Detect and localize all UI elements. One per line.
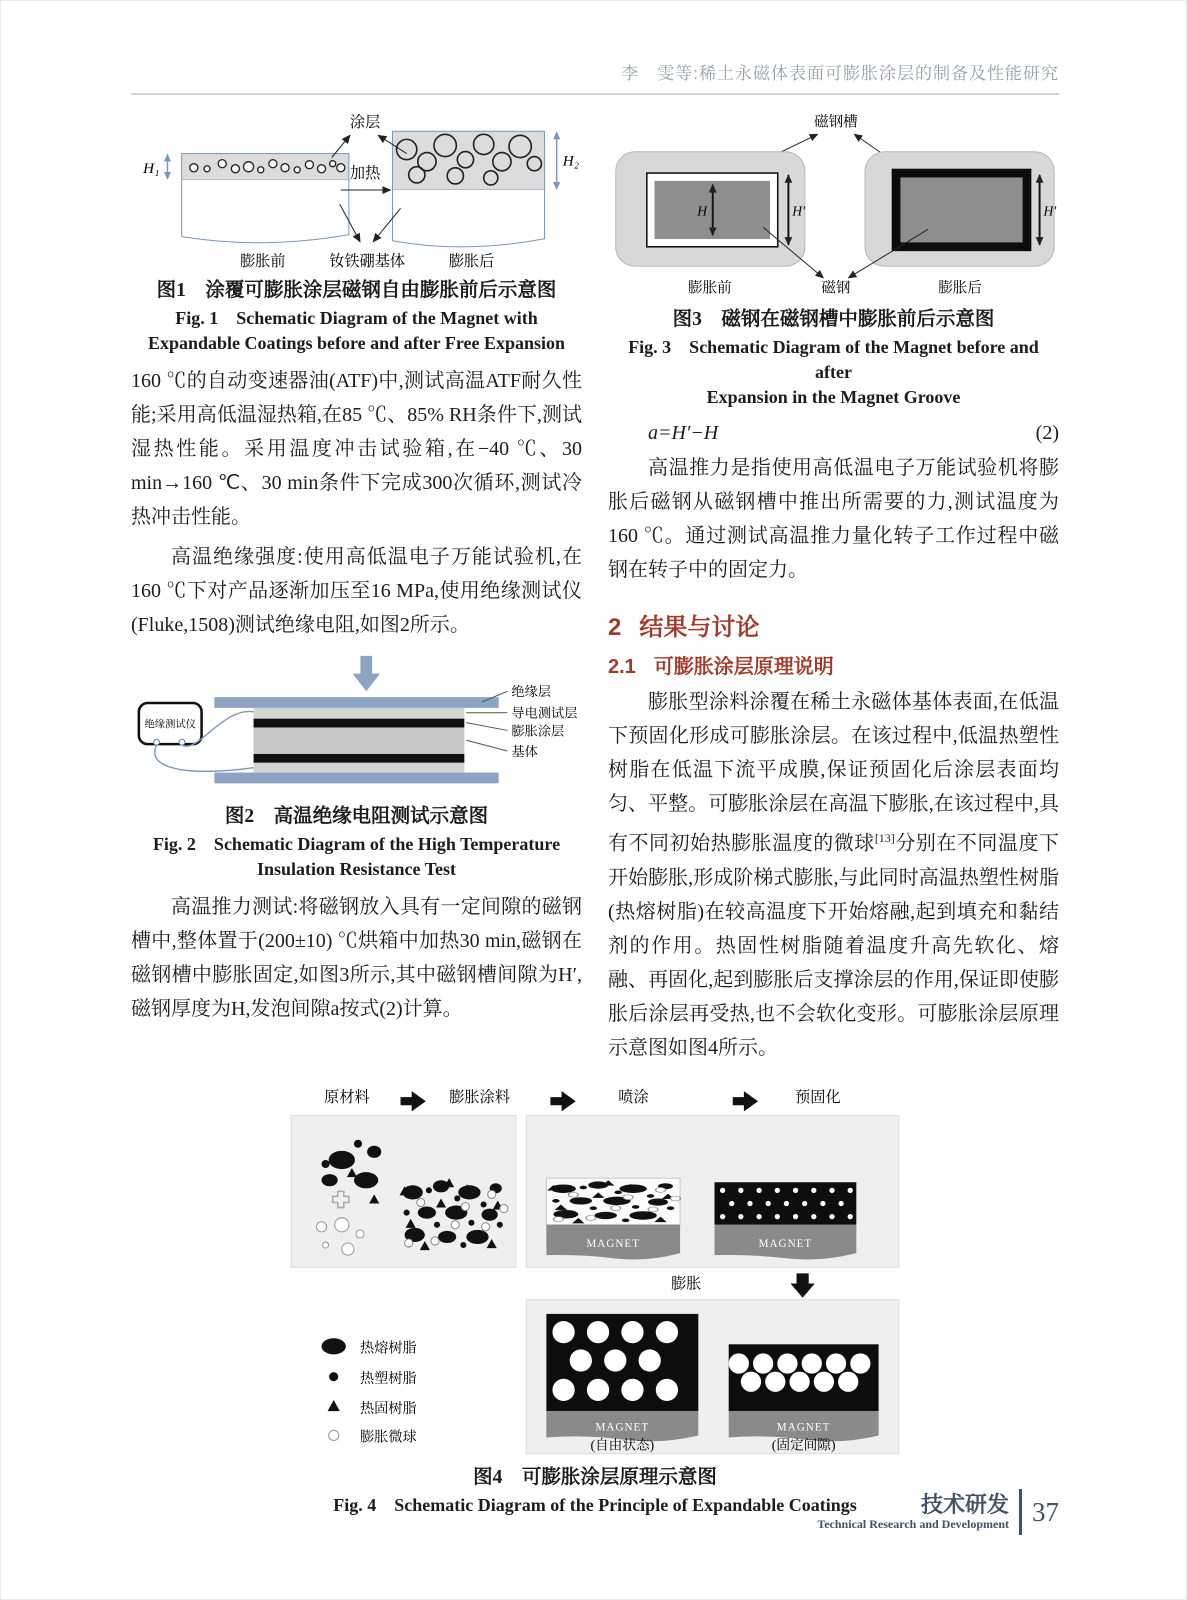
figure1-before-label: 膨胀前 (239, 253, 286, 271)
figure4-block (281, 1085, 909, 1518)
legend-item: 热固树脂 (360, 1400, 417, 1417)
figure2-caption-en-line2: Insulation Resistance Test (256, 859, 457, 880)
microsphere-icon (329, 1430, 339, 1440)
paragraph-text: 膨胀型涂料涂覆在稀土永磁体基体表面,在低温下预固化形成可膨胀涂层。在该过程中,低温热塑性树脂在低温下流平成膜,保证预固化后涂层表面均匀、平整。可膨胀涂层在高温下膨胀,在该过程中,具有不同初始热膨胀温度的微球 (608, 691, 1059, 855)
figure3-groove-label: 磁钢槽 (814, 114, 858, 131)
footer-section-en: Technical Research and Development (817, 1516, 1009, 1531)
equation-number: (2) (1035, 422, 1059, 445)
section-heading-2 (608, 607, 1059, 642)
figure1-caption-zh: 图1 涂覆可膨胀涂层磁钢自由膨胀前后示意图 (156, 280, 557, 302)
paragraph: 160 ℃的自动变速器油(ATF)中,测试高温ATF耐久性能;采用高低温湿热箱,在85 ℃、85% RH条件下,测试湿热性能。采用温度冲击试验箱,在−40 ℃、30 min→160 ℃、30 min条件下完成300次循环,测试冷热冲击性能。 (131, 370, 582, 529)
magnet-label: MAGNET (595, 1421, 650, 1434)
figure1-h2-label: H₂ (562, 152, 579, 170)
figure1-caption-en-line2: Expandable Coatings before and after Free Expansion (147, 333, 566, 354)
right-column (608, 111, 1059, 1071)
content-area (1, 1, 1186, 1518)
figure4-caption-en: Fig. 4 Schematic Diagram of the Principle of Expandable Coatings (333, 1494, 857, 1515)
fixed-gap-magnet (729, 1344, 879, 1441)
figure2-base-label: 基体 (511, 744, 538, 760)
legend-item: 热熔树脂 (360, 1340, 417, 1357)
flow-arrow-icon (401, 1091, 426, 1111)
figure3-before-label: 膨胀前 (688, 280, 732, 297)
figure1-after-label: 膨胀后 (448, 253, 495, 271)
figure3-caption-en-line2: Expansion in the Magnet Groove (706, 387, 961, 408)
figure1-diagram (131, 111, 582, 271)
paragraph (608, 685, 1059, 1065)
figure1-caption-en-line1: Fig. 1 Schematic Diagram of the Magnet with (175, 308, 538, 329)
precured-magnet (715, 1182, 857, 1259)
paragraph: 高温推力是指使用高低温电子万能试验机将膨胀后磁钢从磁钢槽中推出所需要的力,测试温度为160 ℃。通过测试高温推力量化转子工作过程中磁钢在转子中的固定力。 (608, 457, 1059, 582)
figure4-diagram (281, 1085, 909, 1458)
figure4-legend (322, 1338, 417, 1445)
figure2-caption-en-line1: Fig. 2 Schematic Diagram of the High Temperature (152, 834, 561, 855)
press-arrow-icon (353, 656, 380, 691)
flow-step-raw: 原材料 (324, 1089, 370, 1106)
paragraph: 高温推力测试:将磁钢放入具有一定间隙的磁钢槽中,整体置于(200±10) ℃烘箱中加热30 min,磁钢在磁钢槽中膨胀固定,如图3所示,其中磁钢槽间隙为H′,磁钢厚度为H,发泡间隙a按式(2)计算。 (131, 896, 582, 1021)
figure3-diagram (608, 111, 1059, 300)
figure2-caption-zh: 图2 高温绝缘电阻测试示意图 (224, 806, 489, 828)
citation-ref: [13] (874, 831, 895, 846)
legend-item: 膨胀微球 (360, 1429, 417, 1446)
magnet-label: MAGNET (758, 1237, 813, 1250)
figure2-insulation-label: 绝缘层 (511, 684, 552, 700)
left-column (131, 111, 582, 1071)
flow-arrow-icon (550, 1091, 575, 1111)
expand-step-label: 膨胀 (670, 1275, 702, 1293)
subsection-title: 可膨胀涂层原理说明 (653, 656, 834, 679)
thermoplastic-resin-icon (329, 1372, 338, 1381)
figure4-caption-zh: 图4 可膨胀涂层原理示意图 (473, 1466, 717, 1488)
two-column-body (131, 111, 1059, 1071)
flow-step-precure: 预固化 (795, 1089, 841, 1106)
figure3-caption-zh: 图3 磁钢在磁钢槽中膨胀前后示意图 (672, 309, 995, 331)
figure3-caption-en (608, 335, 1059, 410)
down-arrow-icon (790, 1273, 814, 1297)
section-number: 2 (608, 614, 622, 642)
equation-body: a=H′−H (648, 422, 719, 445)
figure1-coating-label: 涂层 (349, 114, 381, 132)
flow-step-spray: 喷涂 (618, 1089, 649, 1106)
figure1-heating-label: 加热 (349, 164, 381, 182)
paragraph: 高温绝缘强度:使用高低温电子万能试验机,在160 ℃下对产品逐渐加压至16 MPa,使用绝缘测试仪(Fluke,1508)测试绝缘电阻,如图2所示。 (131, 546, 582, 637)
sprayed-magnet (546, 1178, 680, 1259)
subsection-number: 2.1 (608, 656, 636, 679)
figure2-coating-label: 膨胀涂层 (511, 723, 565, 739)
figure3-magnet-label: 磁钢 (821, 280, 851, 297)
magnet-label: MAGNET (586, 1237, 641, 1250)
section-title: 结果与讨论 (639, 614, 760, 642)
figure2-diagram (131, 652, 582, 797)
free-expanded-magnet (546, 1314, 698, 1441)
figure3-after-label: 膨胀后 (938, 280, 982, 297)
figure3-caption-en-line1: Fig. 3 Schematic Diagram of the Magnet before and after (628, 337, 1039, 383)
figure2-conductive-label: 导电测试层 (511, 705, 578, 721)
fixed-gap-label: (固定间隙) (771, 1437, 836, 1453)
header-rule (131, 93, 1059, 95)
running-title: 李 雯等:稀土永磁体表面可膨胀涂层的制备及性能研究 (621, 64, 1059, 83)
wire (155, 745, 254, 771)
footer-divider (1019, 1489, 1022, 1535)
thermoset-resin-icon (328, 1400, 340, 1411)
figure1-h1-label: H₁ (143, 159, 160, 177)
footer-section-zh: 技术研发 (920, 1492, 1009, 1518)
page-number: 37 (1032, 1496, 1059, 1527)
figure2-tester-label: 绝缘测试仪 (144, 719, 196, 731)
figure3-h-label: H (697, 203, 708, 219)
footer-section (817, 1493, 1009, 1530)
paragraph-text: 分别在不同温度下开始膨胀,形成阶梯式膨胀,与此同时高温热塑性树脂(热熔树脂)在较高温度下开始熔融,起到填充和黏结剂的作用。热固性树脂随着温度升高先软化、熔融、再固化,起到膨胀后支撑涂层的作用,保证即使膨胀后涂层再受热,也不会软化变形。可膨胀涂层原理示意图如图4所示。 (608, 832, 1060, 1059)
figure3-hprime-label: H′ (792, 203, 806, 219)
legend-item: 热塑树脂 (360, 1370, 417, 1387)
hotmelt-resin-icon (322, 1338, 346, 1354)
figure3-hprime-label2: H′ (1043, 203, 1057, 219)
figure1-matrix-label: 钕铁硼基体 (329, 253, 406, 271)
free-state-label: (自由状态) (590, 1437, 655, 1453)
figure2-caption-en (131, 832, 582, 882)
figure1-caption-en (131, 306, 582, 356)
magnet-label: MAGNET (776, 1421, 831, 1434)
page-footer (817, 1489, 1059, 1535)
section-heading-2-1 (608, 650, 1059, 679)
flow-step-coating: 膨胀涂料 (449, 1089, 510, 1106)
equation-2 (608, 422, 1059, 445)
flow-arrow-icon (733, 1091, 758, 1111)
